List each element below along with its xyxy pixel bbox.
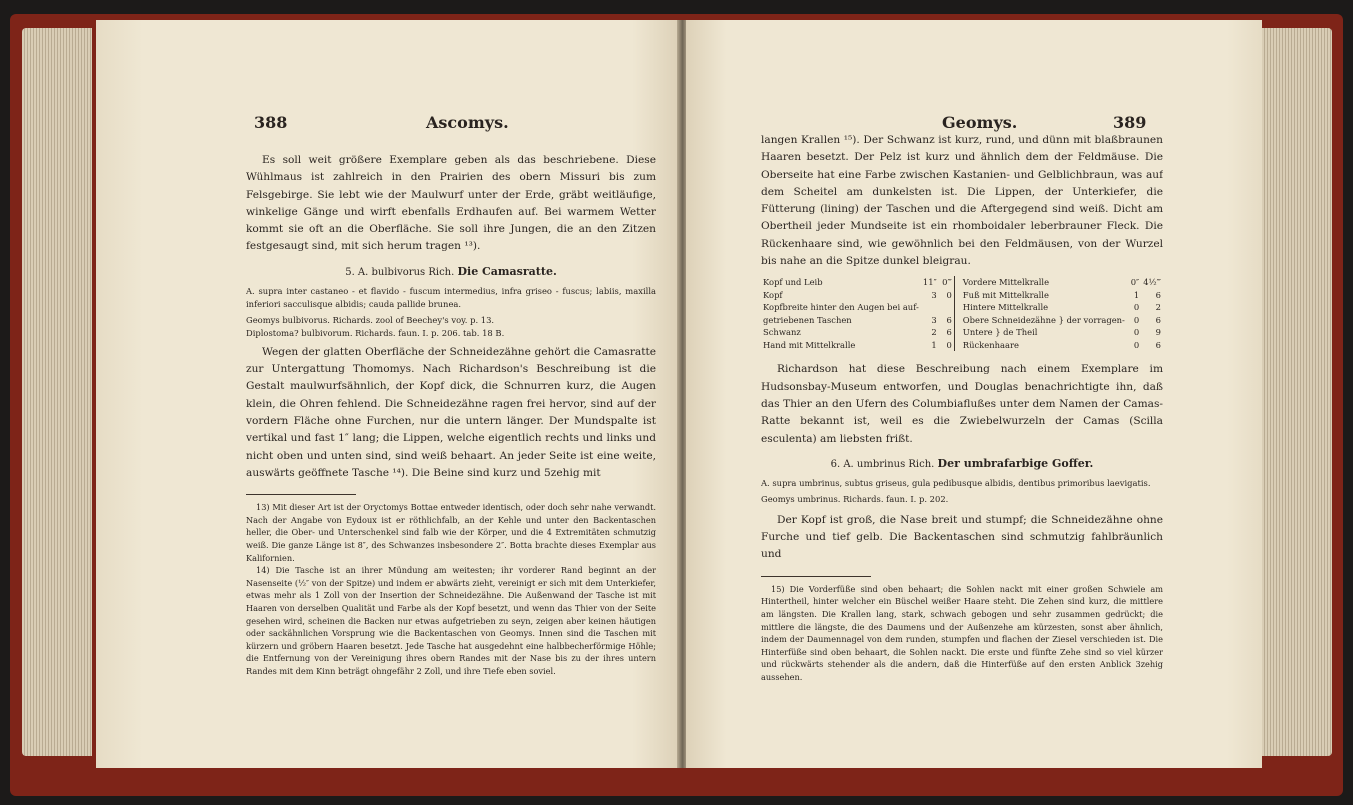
measurement-cell: 6 [946, 314, 952, 325]
species-name: Der umbrafarbige Goffer. [937, 456, 1094, 470]
species-number: 6. A. umbrinus Rich. [830, 458, 935, 470]
measurement-row [761, 326, 1163, 339]
measurement-cell: Hintere Mittelkralle [962, 302, 1049, 313]
running-title: Geomys. [942, 113, 1018, 132]
measurement-cell: 0 [1133, 339, 1140, 350]
paragraph: Wegen der glatten Oberfläche der Schneidezähne gehört die Camasratte zur Untergattung Thomomys. Nach Richardson's Beschreibung ist die Gestalt maulwurfsähnlich, der Kopf dick, die Schnurren kurz, die Augen klein, die Ohren fehlend. Die Schneidezähne ragen frei hervor, sind auf der vordern Fläche ohne Furchen, nur die untern länger. Der Mundspalte ist vertikal und fast 1″ lang; die Lippen, welche eigentlich rechts und links und nicht oben und unten sind, sind weiß behaart. An jeder Seite ist eine weite, auswärts geöffnete Tasche ¹⁴). Die Beine sind kurz und 5zehig mit [246, 345, 656, 479]
measurement-cell: 0 [946, 289, 952, 300]
measurement-cell: getriebenen Taschen [763, 314, 852, 325]
species-name: Die Camasratte. [457, 264, 557, 278]
measurement-cell: 11″ [922, 277, 937, 288]
paragraph: Der Kopf ist groß, die Nase breit und stumpf; die Schneidezähne ohne Furche und tief gelb. Die Backentaschen sind schmutzig fahlbräunlich und [761, 513, 1163, 561]
footnote: 15) Die Vorderfüße sind oben behaart; die Sohlen nackt mit einer großen Schwiele am Hintertheil, hinter welcher ein Büschel weißer Haare steht. Die Zehen sind kurz, die mittlere am längsten. Die Krallen lang, stark, schwach gebogen und sehr zusammen gedrückt; die mittlere die längste, die des Daumens und der Außenzehe am kürzesten, sonst aber ähnlich, indem der Daumennagel von dem runden, stumpfen und flachen der Ziesel verschieden ist. Die Hinterfüße sind oben behaart, die Sohlen nackt. Die erste und fünfte Zehe sind so viel kürzer und rückwärts stehender als die andern, daß die Hinterfüße auf den ersten Anblick 3zehig aussehen. [761, 583, 1163, 682]
right-column [761, 132, 1163, 684]
measurement-cell: 2 [931, 327, 937, 338]
page-edges-right [1262, 28, 1332, 756]
measurement-cell: 6 [946, 327, 952, 338]
measurement-cell: 0 [946, 339, 952, 350]
measurement-cell: 0 [1133, 302, 1140, 313]
synonym: Geomys bulbivorus. Richards. zool of Beechey's voy. p. 13. [246, 314, 495, 325]
measurement-row [761, 289, 1163, 302]
measurement-cell: Untere } de Theil [962, 327, 1038, 338]
paragraph: Es soll weit größere Exemplare geben als das beschriebene. Diese Wühlmaus ist zahlreich in den Prairien des obern Missuri bis zum Felsgebirge. Sie lebt wie der Maulwurf unter der Erde, gräbt weitläufige, winkelige Gänge und wirft ebenfalls Erdhaufen auf. Bei warmem Wetter kommt sie oft an die Oberfläche. Sie soll ihre Jungen, die an den Zitzen festgesaugt sind, mit sich herum tragen ¹³). [246, 154, 656, 253]
measurement-cell: Fuß mit Mittelkralle [962, 289, 1049, 300]
left-page [96, 20, 679, 768]
species-heading [246, 264, 656, 281]
footnote-rule [761, 576, 871, 577]
measurement-cell: Vordere Mittelkralle [962, 277, 1050, 288]
measurement-cell: Rückenhaare [962, 339, 1019, 350]
measurement-cell: 4½‴ [1143, 277, 1161, 288]
measurement-table [761, 276, 1163, 351]
measurement-cell [939, 301, 955, 314]
measurement-cell: 0‴ [942, 277, 952, 288]
measurement-cell: Hand mit Mittelkralle [763, 339, 856, 350]
measurement-row [761, 276, 1163, 289]
measurement-cell: 9 [1155, 327, 1161, 338]
measurement-cell: 6 [1155, 339, 1161, 350]
measurement-cell: Kopf und Leib [763, 277, 823, 288]
measurement-row [761, 339, 1163, 352]
measurement-cell: 3 [931, 289, 937, 300]
page-edges-left [22, 28, 92, 756]
measurement-row [761, 301, 1163, 314]
species-heading [761, 456, 1163, 473]
paragraph: langen Krallen ¹⁵). Der Schwanz ist kurz, rund, und dünn mit blaßbraunen Haaren besetzt. Der Pelz ist kurz und ähnlich dem der Feldmäuse. Die Oberseite hat eine Farbe zwischen Kastanien- und Gelblichbraun, was auf dem Scheitel am dunkelsten ist. Die Lippen, der Unterkiefer, die Fütterung (lining) der Taschen und die Aftergegend sind weiß. Dicht am Obertheil jeder Mundseite ist ein rhomboidaler leberbrauner Fleck. Die Rückenhaare sind, wie gewöhnlich bei den Feldmäusen, von der Wurzel bis nahe an die Spitze dunkel bleigrau. [761, 134, 1163, 268]
left-column [246, 152, 656, 677]
right-page [686, 20, 1262, 768]
latin-diagnosis: A. supra inter castaneo - et flavido - fuscum intermedius, infra griseo - fuscus; labiis, maxilla inferiori sacculisque albidis; cauda pallide brunea. [246, 285, 656, 309]
measurement-cell: 2 [1155, 302, 1161, 313]
species-number: 5. A. bulbivorus Rich. [345, 266, 455, 278]
measurement-cell: 0 [1133, 314, 1140, 325]
measurement-cell: 0″ [1130, 277, 1140, 288]
footnote: 13) Mit dieser Art ist der Oryctomys Bottae entweder identisch, oder doch sehr nahe verwandt. Nach der Angabe von Eydoux ist er röthlichfalb, an der Kehle und unter den Backentaschen heller, die Ober- und Unterschenkel sind falb wie der Körper, und die 4 Extremitäten schmutzig weiß. Die ganze Länge ist 8″, des Schwanzes insbesondere 2″. Botta brachte dieses Exemplar aus Kalifornien. [246, 502, 656, 563]
measurement-cell: 6 [1155, 289, 1161, 300]
synonym: Diplostoma? bulbivorum. Richards. faun. I. p. 206. tab. 18 B. [246, 327, 505, 338]
page-number: 389 [1113, 113, 1147, 132]
synonym: Geomys umbrinus. Richards. faun. I. p. 202. [761, 493, 949, 504]
measurement-cell: Obere Schneidezähne } der vorragen- [962, 314, 1125, 325]
measurement-cell: 1 [1133, 289, 1140, 300]
measurement-row [761, 314, 1163, 327]
measurement-cell: Kopf [763, 289, 783, 300]
measurement-cell: 3 [931, 314, 937, 325]
running-title: Ascomys. [426, 113, 509, 132]
paragraph: Richardson hat diese Beschreibung nach einem Exemplare im Hudsonsbay-Museum entworfen, und Douglas benachrichtigte ihn, daß das Thier an den Ufern des Columbiaflußes unter dem Namen der Camas-Ratte bekannt ist, weil es die Zwiebelwurzeln der Camas (Scilla esculenta) am liebsten frißt. [761, 363, 1163, 445]
measurement-cell: 6 [1155, 314, 1161, 325]
footnote: 14) Die Tasche ist an ihrer Mündung am weitesten; ihr vorderer Rand beginnt an der Nasenseite (½″ von der Spitze) und indem er abwärts zieht, vereinigt er sich mit dem Unterkiefer, etwas mehr als 1 Zoll von der Insertion der Schneidezähne. Die Außenwand der Tasche ist mit Haaren von derselben Qualität und Farbe als der Kopf besetzt, und wenn das Thier von der Seite gesehen wird, scheinen die Backen nur etwas aufgetrieben zu seyn, zeigen aber keinen häutigen oder sackähnlichen Vorsprung wie die Backentaschen von Geomys. Innen sind die Taschen mit kürzern und gröbern Haaren besetzt. Jede Tasche hat ausgedehnt eine halbbecherförmige Höhle; die Entfernung von der Vereinigung ihres obern Randes mit der Nase bis zu der ihres untern Randes mit dem Kinn beträgt ohngefähr 2 Zoll, und ihre Tiefe eben soviel. [246, 565, 656, 676]
measurement-cell: Kopfbreite hinter den Augen bei auf- [763, 302, 919, 313]
measurement-cell: Schwanz [763, 327, 801, 338]
latin-diagnosis: A. supra umbrinus, subtus griseus, gula pedibusque albidis, dentibus primoribus laevigatis. [761, 477, 1151, 488]
measurement-cell: 1 [931, 339, 937, 350]
measurement-cell [921, 301, 939, 314]
page-number: 388 [254, 113, 288, 132]
footnote-rule [246, 494, 356, 495]
measurement-cell: 0 [1133, 327, 1140, 338]
